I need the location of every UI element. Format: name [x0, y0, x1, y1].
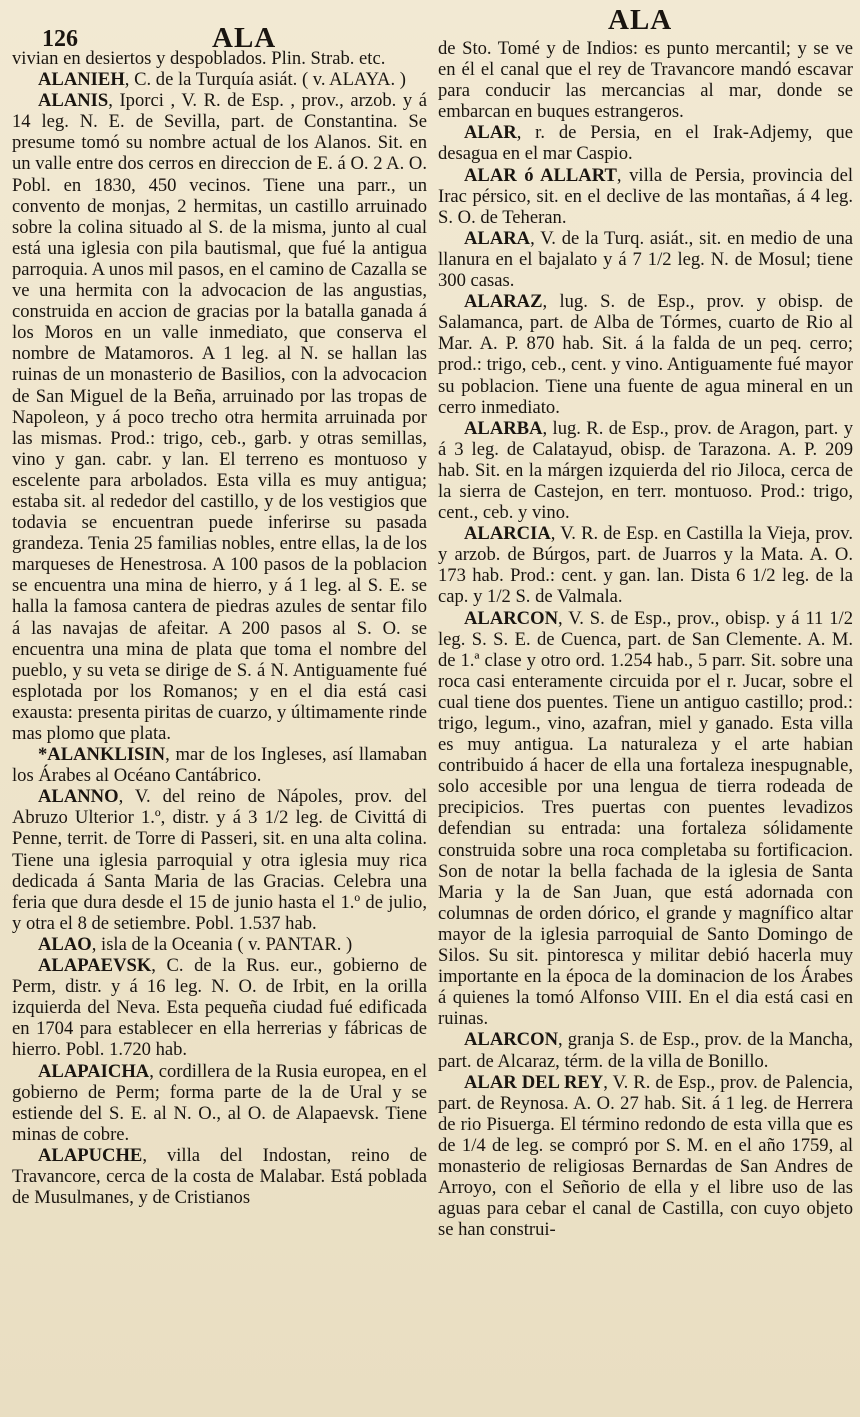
entry-text: , lug. R. de Esp., prov. de Aragon, part. y á 3 leg. de Calatayud, obisp. de Tarazona. A. P. 209 hab. Sit. en la márgen izquierda del rio Jiloca, cerca de la sierra de Castejon, en terr. montuoso. Prod.: trigo, cent., ceb. y vino. — [438, 417, 853, 524]
entry-headword: ALAO — [38, 933, 92, 955]
dictionary-entry — [438, 165, 853, 228]
dictionary-entry — [12, 1061, 427, 1145]
entry-headword: ALARA — [464, 227, 531, 249]
right-entries — [438, 38, 853, 1240]
entry-text: , lug. S. de Esp., prov. y obisp. de Salamanca, part. de Alba de Tórmes, cuarto de Rio al Mar. A. P. 870 hab. Sit. á la falda de un peq. cerro; prod.: trigo, ceb., cent. y vino. Antiguamente fué mayor su poblacion. Tiene una fuente de agua mineral en un cerro inmediato. — [438, 291, 853, 418]
entry-headword: ALAPAEVSK — [38, 955, 152, 977]
entry-headword: ALAPUCHE — [38, 1144, 143, 1166]
left-header — [12, 0, 427, 56]
dictionary-entry — [12, 955, 427, 1060]
dictionary-entry — [12, 1145, 427, 1208]
entry-text: , C. de la Turquía asiát. ( v. ALAYA. ) — [124, 69, 406, 91]
page-number: 126 — [42, 26, 78, 52]
entry-text: , V. S. de Esp., prov., obisp. y á 11 1/2 leg. S. S. E. de Cuenca, part. de San Clemente. A. M. de 1.ª clase y otro ord. 1.254 hab., 5 parr. Sit. sobre una roca casi enteramente circuida por el r. Jucar, sobre el cual tiene dos puentes. Tiene un antiguo castillo; prod.: trigo, legum., vino, azafran, miel y ganado. Esta villa es muy antigua. La naturaleza y el arte habian contribuido á hacer de ella una fortaleza inespugnable, solo accesible por una lengua de tierra rodeada de precipicios. Tres puertas con puentes levadizos defendian su entrada: una fortaleza sólidamente construida sobre una roca completaba su fortificacion. Son de notar la bella fachada de la iglesia de Santa Maria y la de San Juan, que está adornada con columnas de orden dórico, el grande y magnífico altar mayor de la iglesia parroquial de Santo Domingo de Silos. Su sit. pintoresca y militar debió hacerla muy importante en la época de la dominacion de los Árabes á quienes la tomó Alfonso VIII. En el dia está casi en ruinas. — [438, 607, 853, 1030]
left-column — [12, 0, 427, 1208]
dictionary-entry — [438, 228, 853, 291]
entry-text: , V. de la Turq. asiát., sit. en medio de una llanura en el bajalato y á 7 1/2 leg. N. de Mosul; tiene 300 casas. — [438, 227, 853, 292]
entry-headword: ALARCON — [464, 1029, 559, 1051]
dictionary-entry — [438, 1072, 853, 1241]
left-entries — [12, 48, 427, 1208]
entry-text: , C. de la Rus. eur., gobierno de Perm, distr. y á 16 leg. N. O. de Irbit, en la orilla izquierda del Neva. Esta pequeña ciudad fué edificada en 1704 para establecer en ella herrerias y fábricas de hierro. Pobl. 1.720 hab. — [12, 955, 427, 1061]
dictionary-entry — [438, 291, 853, 418]
dictionary-entry — [438, 608, 853, 1030]
entry-headword: ALANIS — [38, 90, 109, 112]
running-head-right: ALA — [608, 4, 673, 36]
dictionary-entry — [12, 744, 427, 786]
entry-text: , V. del reino de Nápoles, prov. del Abruzo Ulterior 1.º, distr. y á 3 1/2 leg. de Civittá di Penne, territ. de Torre di Passeri, sit. en una alta colina. Tiene una iglesia parroquial y otra iglesia muy rica dedicada á Santa Maria de las Gracias. Celebra una feria que dura desde el 15 de junio hasta el 1.º de julio, y otra el 8 de setiembre. Pobl. 1.537 hab. — [12, 786, 427, 934]
entry-text: , mar de los Ingleses, así llamaban los Árabes al Océano Cantábrico. — [12, 744, 427, 787]
entry-headword: ALAR DEL REY — [464, 1071, 604, 1093]
entry-headword: ALANNO — [38, 786, 119, 808]
entry-headword: ALAR ó ALLART — [464, 164, 617, 186]
dictionary-entry — [12, 90, 427, 744]
entry-text: , V. R. de Esp. en Castilla la Vieja, prov. y arzob. de Búrgos, part. de Juarros y la Mata. A. O. 173 hab. Prod.: cent. y gan. lan. Dista 6 1/2 leg. de la cap. y 1/2 S. de Valmala. — [438, 523, 853, 608]
entry-text: , villa del Indostan, reino de Travancore, cerca de la costa de Malabar. Está poblada de Musulmanes, y de Cristianos — [12, 1144, 427, 1209]
entry-text: de Sto. Tomé y de Indios: es punto mercantil; y se ve en él el canal que el rey de Travancore mandó escavar para conducir las mercancias al mar, donde se embarcan en buques estrangeros. — [438, 38, 853, 123]
entry-text: vivian en desiertos y despoblados. Plin. Strab. etc. — [12, 48, 386, 69]
dictionary-entry — [12, 786, 427, 934]
entry-headword: ALAR — [464, 122, 517, 144]
entry-headword: *ALANKLISIN — [38, 744, 166, 766]
dictionary-entry — [12, 69, 427, 90]
entry-headword: ALARCIA — [464, 523, 551, 545]
entry-text: , Iporci , V. R. de Esp. , prov., arzob. y á 14 leg. N. E. de Sevilla, part. de Constantina. Se presume tomó su nombre actual de los Alanos. Sit. en un valle entre dos cerros en direccion de E. á O. 2 A. O. Pobl. en 1830, 450 vecinos. Tiene una parr., un convento de monjas, 2 hermitas, un castillo arruinado sobre la colina situado al S. de la misma, junto al cual está una iglesia con pila bautismal, que fué la antigua parroquia. A unos mil pasos, en el camino de Cazalla se ve una hermita con la advocacion de las angustias, construida en accion de gracias por la batalla ganada á los Moros en un valle inmediato, que conserva el nombre de Matamoros. A 1 leg. al N. se hallan las ruinas de un monasterio de Basilios, con la advocacion de San Miguel de la Beña, arruinado por las tropas de Napoleon, y á poco trecho otra hermita arruinada por las mismas. Prod.: trigo, ceb., garb. y otras semillas, vino y gan. cabr. y lan. El terreno es montuoso y escelente para arbolados. Esta villa es muy antigua; estaba sit. al rededor del castillo, y de los vestigios que todavia se encuentran puede inferirse su pasada grandeza. Tenia 25 familias nobles, entre ellas, la de los marqueses de Henestrosa. A 100 pasos de la poblacion se encuentra una mina de hierro, y á 1 leg. al S. E. se halla la famosa cantera de piedras azules de sentar filo á las navajas de afeitar. A 200 pasos al S. O. se encuentra una mina de plata que toma el nombre del pueblo, y su veta se dirige de S. á N. Antiguamente fué esplotada por los Romanos; y en el dia está casi exausta: presenta piritas de cuarzo, y últimamente rinde mas plomo que plata. — [12, 90, 427, 744]
entry-headword: ALARBA — [464, 417, 543, 439]
right-header — [438, 0, 853, 38]
dictionary-entry — [438, 418, 853, 523]
entry-text: , villa de Persia, provincia del Irac pérsico, sit. en el declive de las montañas, á 4 leg. S. O. de Teheran. — [438, 164, 853, 228]
entry-headword: ALAPAICHA — [38, 1060, 150, 1082]
dictionary-entry — [438, 1029, 853, 1071]
dictionary-entry — [12, 934, 427, 955]
entry-text: , V. R. de Esp., prov. de Palencia, part. de Reynosa. A. O. 27 hab. Sit. á 1 leg. de Herrera de rio Pisuerga. El término redondo de esta villa que es de 1/4 de leg. se compró por S. M. en el año 1759, al monasterio de religiosas Bernardas de San Andres de Arroyo, con el Señorio de ella y el libre uso de las aguas para cebar el canal de Castilla, con cuyo objeto se han construi- — [438, 1071, 853, 1241]
dictionary-entry — [438, 38, 853, 122]
entry-headword: ALANIEH — [38, 69, 125, 91]
right-column — [438, 0, 853, 1240]
dictionary-entry — [438, 122, 853, 164]
entry-headword: ALARCON — [464, 607, 559, 629]
entry-text: , r. de Persia, en el Irak-Adjemy, que desagua en el mar Caspio. — [438, 122, 853, 165]
entry-headword: ALARAZ — [464, 291, 543, 313]
entry-text: , isla de la Oceania ( v. PANTAR. ) — [91, 933, 353, 955]
entry-text: , cordillera de la Rusia europea, en el gobierno de Perm; forma parte de la de Ural y se estiende del S. E. al N. O., al O. de Alapaevsk. Tiene minas de cobre. — [12, 1060, 427, 1145]
entry-text: , granja S. de Esp., prov. de la Mancha, part. de Alcaraz, térm. de la villa de Bonillo. — [438, 1029, 853, 1072]
dictionary-entry — [438, 523, 853, 607]
running-head-left: ALA — [212, 22, 277, 54]
